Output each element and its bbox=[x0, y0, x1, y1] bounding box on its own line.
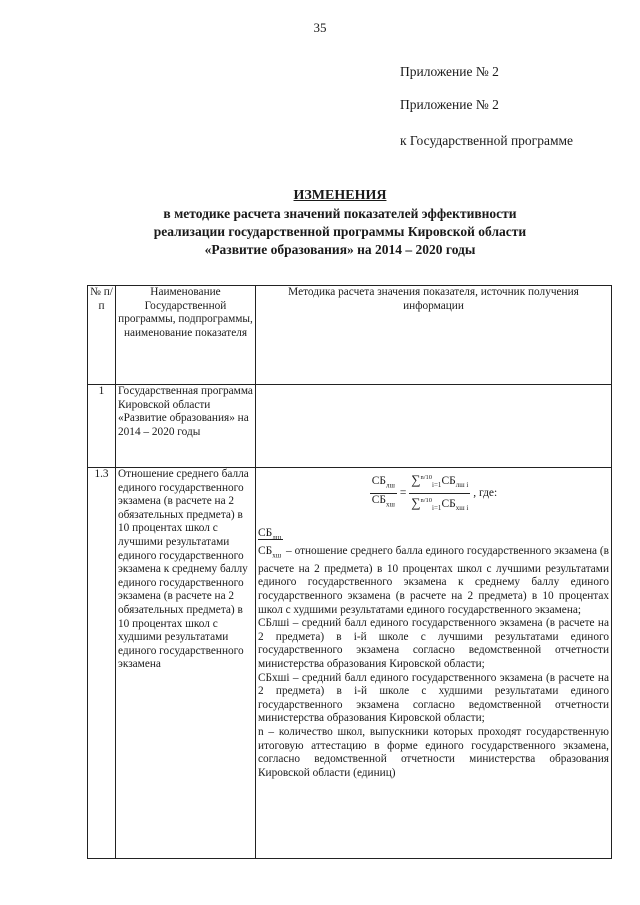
header-num: № п/п bbox=[88, 286, 116, 385]
row1-method bbox=[256, 385, 612, 468]
formula-suffix: , где: bbox=[473, 486, 498, 499]
title-line-2: реализации государственной программы Кировской области bbox=[153, 224, 527, 239]
formula-rhs: $\frac{\sum^{n/10}_{i=1}СБ_{лш i}}{\sum^{n/10}_{i=1}СБ_{хш i}}$ bbox=[411, 471, 469, 512]
formula-lhs: $\frac{СБ_{лш}}{СБ_{хш}}$ bbox=[371, 474, 395, 509]
definition-ratio: $\frac{СБ_{лш}}{СБ_{хш}}$ – отношение среднего балла единого государственного экзамена (в расчете на 2 предмета) в 10 процентах школ с лучшими результатами единого государственного экзамена к среднему баллу единого государственного экзамена (в расчете на 2 предмета) в 10 процентах школ с худшими результатами единого государственного экзамена; bbox=[258, 527, 610, 616]
row1-num: 1 bbox=[88, 385, 116, 468]
appendix-line-2: Приложение № 2 bbox=[400, 97, 499, 112]
indicators-table bbox=[87, 285, 612, 859]
definition-best-score: СБлшi – средний балл единого государственного экзамена (в расчете на 2 предмета) в i-й школе с лучшими результатами единого государственного экзамена согласно ведомственной отчетности министерства образования Кировской области; bbox=[258, 617, 609, 670]
table-header-row bbox=[88, 286, 612, 385]
appendix-line-1: Приложение № 2 bbox=[400, 64, 499, 79]
definition-school-count: n – количество школ, выпускники которых проходят государственную итоговую аттестацию в форме единого государственного экзамена, согласно ведомственной отчетности министерства образования Кировской области (единиц) bbox=[258, 725, 609, 779]
row2-name: Отношение среднего балла единого государственного экзамена (в расчете на 2 обязательных предмета) в 10 процентах школ с лучшими результатами единого государственного экзамена к среднему баллу единого государственного экзамена (в расчете на 2 обязательных предмета) в 10 процентах школ с худшими результатами единого государственного экзамена bbox=[116, 468, 256, 859]
header-name: Наименование Государственной программы, подпрограммы, наименование показателя bbox=[116, 286, 256, 385]
appendix-line-3: к Государственной программе bbox=[400, 133, 574, 148]
page-number: 35 bbox=[313, 20, 327, 35]
row2-method bbox=[256, 468, 612, 859]
definition-fraction: $\frac{СБ_{лш}}{СБ_{хш}}$ bbox=[258, 527, 282, 560]
ratio-formula bbox=[258, 471, 609, 515]
table-row bbox=[88, 385, 612, 468]
title-line-3: «Развитие образования» на 2014 – 2020 годы bbox=[204, 242, 476, 257]
table-row bbox=[88, 468, 612, 859]
title-heading: ИЗМЕНЕНИЯ bbox=[293, 188, 387, 203]
row2-num: 1.3 bbox=[88, 468, 116, 859]
row1-name: Государственная программа Кировской области «Развитие образования» на 2014 – 2020 годы bbox=[116, 385, 256, 468]
formula-equals: = bbox=[399, 486, 407, 499]
header-method: Методика расчета значения показателя, источник получения информации bbox=[256, 286, 612, 385]
title-line-1: в методике расчета значений показателей эффективности bbox=[163, 206, 517, 221]
definition-worst-score: СБхшi – средний балл единого государственного экзамена (в расчете на 2 предмета) в i-й школе с худшими результатами единого государственного экзамена согласно ведомственной отчетности министерства образования Кировской области; bbox=[258, 671, 609, 725]
document-title bbox=[60, 187, 620, 259]
